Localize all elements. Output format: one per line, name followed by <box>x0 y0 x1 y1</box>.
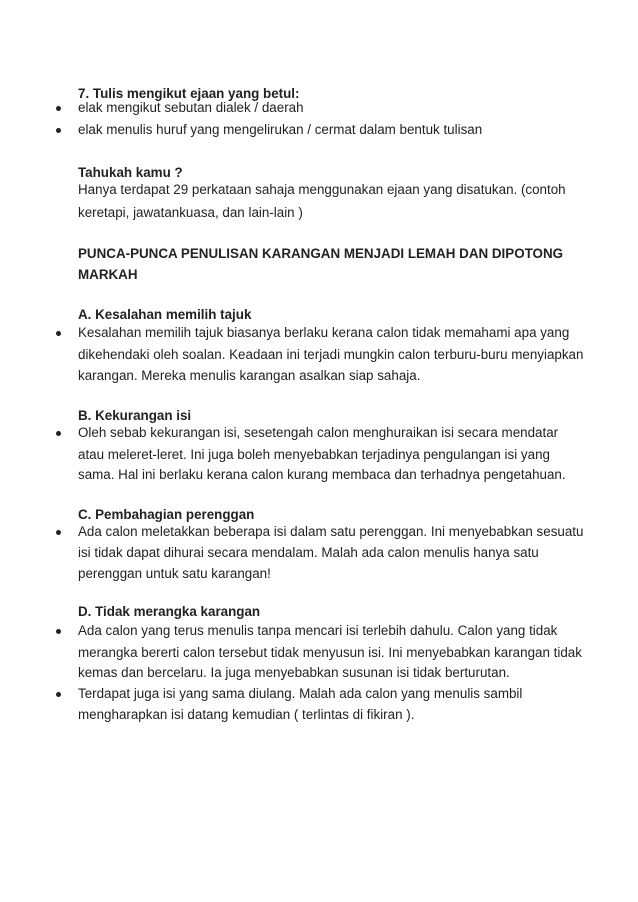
bullet-marker <box>56 331 61 336</box>
bullet-text: karangan. Mereka menulis karangan asalkan siap sahaja. <box>78 368 421 383</box>
bullet-text: Ada calon meletakkan beberapa isi dalam satu perenggan. Ini menyebabkan sesuatu <box>78 524 584 539</box>
bullet-text: kemas dan bercelaru. Ia juga menyebabkan susunan isi tidak berturutan. <box>78 665 510 680</box>
punca-heading-line: MARKAH <box>78 267 138 282</box>
bullet-marker <box>56 431 61 436</box>
section-c-heading: C. Pembahagian perenggan <box>78 507 255 522</box>
section-d-heading: D. Tidak merangka karangan <box>78 604 261 619</box>
bullet-text: sama. Hal ini berlaku kerana calon kurang membaca dan terhadnya pengetahuan. <box>78 467 566 482</box>
bullet-marker <box>56 128 61 133</box>
section-7-heading: 7. Tulis mengikut ejaan yang betul: <box>78 86 300 101</box>
bullet-text: Ada calon yang terus menulis tanpa mencari isi terlebih dahulu. Calon yang tidak <box>78 623 558 638</box>
bullet-text: atau meleret-leret. Ini juga boleh menyebabkan terjadinya pengulangan isi yang <box>78 447 550 462</box>
section-b-heading: B. Kekurangan isi <box>78 408 192 423</box>
bullet-text: dikehendaki oleh soalan. Keadaan ini terjadi mungkin calon terburu-buru menyiapkan <box>78 347 584 362</box>
bullet-marker <box>56 530 61 535</box>
tahukah-heading: Tahukah kamu ? <box>78 165 183 180</box>
bullet-text: mengharapkan isi datang kemudian ( terlintas di fikiran ). <box>78 707 415 722</box>
bullet-text: perenggan untuk satu karangan! <box>78 566 271 581</box>
section-a-heading: A. Kesalahan memilih tajuk <box>78 307 252 322</box>
bullet-text: Kesalahan memilih tajuk biasanya berlaku kerana calon tidak memahami apa yang <box>78 325 570 340</box>
bullet-text: merangka bererti calon tersebut tidak menyusun isi. Ini menyebabkan karangan tidak <box>78 645 582 660</box>
bullet-text: elak mengikut sebutan dialek / daerah <box>78 100 304 115</box>
punca-heading-line: PUNCA-PUNCA PENULISAN KARANGAN MENJADI LEMAH DAN DIPOTONG <box>78 246 564 261</box>
tahukah-text-line: keretapi, jawatankuasa, dan lain-lain ) <box>78 205 303 220</box>
bullet-text: elak menulis huruf yang mengelirukan / cermat dalam bentuk tulisan <box>78 122 483 137</box>
bullet-marker <box>56 106 61 111</box>
bullet-text: Terdapat juga isi yang sama diulang. Malah ada calon yang menulis sambil <box>78 686 523 701</box>
tahukah-text-line: Hanya terdapat 29 perkataan sahaja menggunakan ejaan yang disatukan. (contoh <box>78 182 566 197</box>
bullet-marker <box>56 692 61 697</box>
bullet-marker <box>56 629 61 634</box>
bullet-text: isi tidak dapat dihurai secara mendalam. Malah ada calon menulis hanya satu <box>78 545 539 560</box>
bullet-text: Oleh sebab kekurangan isi, sesetengah calon menghuraikan isi secara mendatar <box>78 425 559 440</box>
